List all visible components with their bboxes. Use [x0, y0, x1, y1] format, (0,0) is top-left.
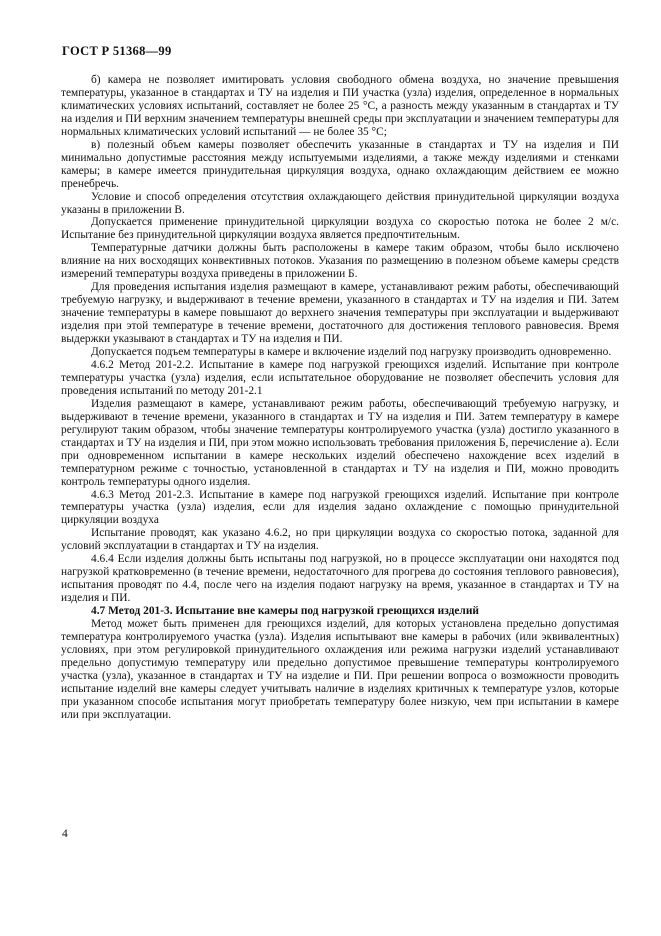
document-body — [61, 74, 619, 722]
paragraph-temperature-sensors: Температурные датчики должны быть расположены в камере таким образом, чтобы было исключено влияние на них восходящих конвективных потоков. Указания по размещению в полезном объеме камеры средств измерений температуры воздуха приведены в приложении Б. — [61, 242, 619, 281]
paragraph-clause-4-6-3-body: Испытание проводят, как указано 4.6.2, но при циркуляции воздуха со скоростью потока, заданной для условий эксплуатации в стандартах и ТУ на изделия. — [61, 527, 619, 553]
section-heading-4-7: 4.7 Метод 201-3. Испытание вне камеры под нагрузкой греющихся изделий — [91, 605, 479, 618]
paragraph-simultaneous-rise: Допускается подъем температуры в камере и включение изделий под нагрузку производить одновременно. — [91, 346, 612, 359]
paragraph-clause-4-6-4: 4.6.4 Если изделия должны быть испытаны под нагрузкой, но в процессе эксплуатации они находятся под нагрузкой кратковременно (в течение времени, недостаточного для прогрева до состояния теплового равновесия), испытания проводят по 4.4, после чего на изделия подают нагрузку на время, указанное в стандартах и ТУ на изделия и ПИ. — [61, 553, 619, 605]
paragraph-clause-4-6-2: 4.6.2 Метод 201-2.2. Испытание в камере под нагрузкой греющихся изделий. Испытание при контроле температуры участка (узла) изделия, если испытательное оборудование не позволяет обеспечить условия для проведения испытаний по методу 201-2.1 — [61, 358, 619, 397]
paragraph-item-v: в) полезный объем камеры позволяет обеспечить указанные в стандартах и ТУ на изделия и ПИ минимально допустимые расстояния между испытуемыми изделиями, а также между изделиями и стенками камеры; в камере имеется принудительная циркуляция воздуха, однако охлаждающим действием ее можно пренебречь. — [61, 138, 619, 190]
page-number: 4 — [62, 828, 68, 840]
paragraph-clause-4-6-3: 4.6.3 Метод 201-2.3. Испытание в камере под нагрузкой греющихся изделий. Испытание при контроле температуры участка (узла) изделия, если для изделия задано охлаждение с помощью принудительной циркуляции воздуха — [61, 488, 619, 527]
paragraph-condition-appendix-v: Условие и способ определения отсутствия охлаждающего действия принудительной циркуляции воздуха указаны в приложении В. — [61, 190, 619, 216]
paragraph-clause-4-6-2-body: Изделия размещают в камере, устанавливают режим работы, обеспечивающий требуемую нагрузку, и выдерживают в течение времени, указанного в стандартах и ТУ на изделия и ПИ. Затем температуру в камере регулируют таким образом, чтобы значение температуры контролируемого участка (узла) достигло указанного в стандартах и ТУ на изделия и ПИ, при этом можно использовать требования приложения Б, перечисление а). Если при одновременном испытании в камере нескольких изделий обеспечено нахождение всех изделий в температурном режиме с точностью, установленной в стандартах и ТУ на изделия и ПИ, можно проводить контроль температуры одного изделия. — [61, 397, 619, 488]
paragraph-item-b: б) камера не позволяет имитировать условия свободного обмена воздуха, но значение превышения температуры, указанное в стандартах и ТУ на изделия и ПИ участка (узла) изделия, определенное в нормальных климатических условиях испытаний, составляет не более 25 °С, а разность между указанным в стандартах и ТУ на изделия и ПИ верхним значением температуры внешней среды при эксплуатации и значением температуры для нормальных климатических условий испытаний — не более 35 °С; — [61, 74, 619, 138]
running-header-standard-code: ГОСТ Р 51368—99 — [62, 44, 172, 58]
paragraph-clause-4-7-body: Метод может быть применен для греющихся изделий, для которых установлена предельно допустимая температура контролируемого участка (узла). Изделия испытывают вне камеры в рабочих (или эквивалентных) условиях, при этом регулировкой принудительного охлаждения или режима нагрузки изделий устанавливают предельно допустимую температуру или предельно допустимое превышение температуры контролируемого участка (узла), указанное в стандартах и ТУ на изделие и ПИ. При решении вопроса о возможности проводить испытание изделий вне камеры следует учитывать наличие в изделиях критичных к температуре узлов, которые при указанном способе испытания могут приобретать температуру более низкую, чем при испытании в камере или при эксплуатации. — [61, 618, 619, 721]
paragraph-test-procedure: Для проведения испытания изделия размещают в камере, устанавливают режим работы, обеспечивающий требуемую нагрузку, и выдерживают в течение времени, указанного в стандартах и ТУ на изделия и ПИ. Затем значение температуры в камере повышают до верхнего значения температуры при эксплуатации и выдерживают изделия при этой температуре в течение времени, достаточного для достижения теплового равновесия. Время выдержки указывают в стандартах и ТУ на изделия и ПИ. — [61, 281, 619, 346]
paragraph-air-circulation-allowed: Допускается применение принудительной циркуляции воздуха со скоростью потока не более 2 м/с. Испытание без принудительной циркуляции воздуха является предпочтительным. — [61, 216, 619, 242]
